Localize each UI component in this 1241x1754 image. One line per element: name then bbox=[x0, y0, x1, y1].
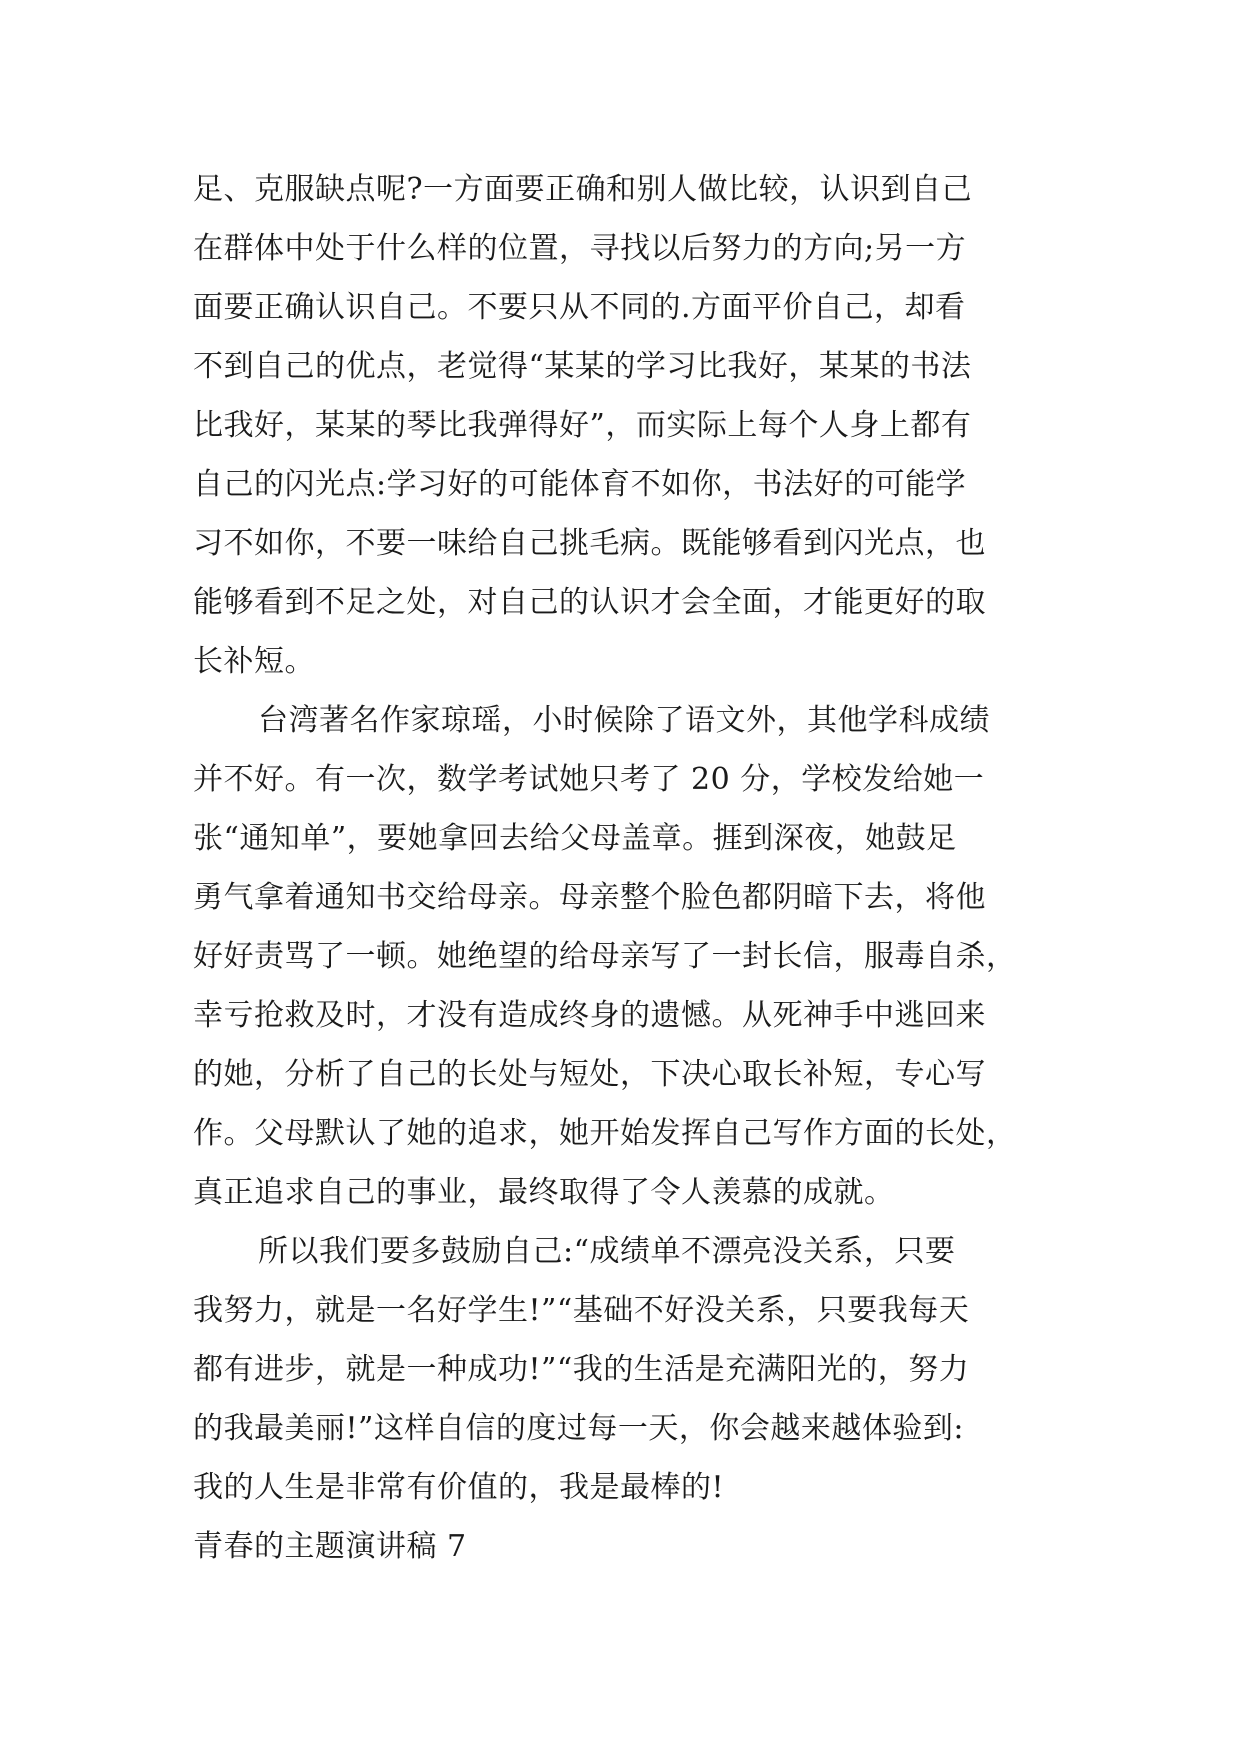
paragraph-3 bbox=[193, 1222, 1053, 1517]
text-line: 好好责骂了一顿。她绝望的给母亲写了一封长信，服毒自杀， bbox=[193, 939, 1017, 974]
paragraph-1 bbox=[193, 160, 1053, 691]
text-line: 张“通知单”，要她拿回去给父母盖章。捱到深夜，她鼓足 bbox=[193, 821, 957, 856]
text-line: 长补短。 bbox=[193, 644, 315, 679]
text-line: 我的人生是非常有价值的，我是最棒的! bbox=[193, 1470, 725, 1505]
text-line: 的她，分析了自己的长处与短处，下决心取长补短，专心写 bbox=[193, 1057, 986, 1092]
text-line: 勇气拿着通知书交给母亲。母亲整个脸色都阴暗下去，将他 bbox=[193, 880, 986, 915]
text-line: 不到自己的优点，老觉得“某某的学习比我好，某某的书法 bbox=[193, 349, 972, 384]
paragraph-2 bbox=[193, 691, 1053, 1222]
text-line: 的我最美丽!”这样自信的度过每一天，你会越来越体验到: bbox=[193, 1411, 964, 1446]
document-body bbox=[193, 160, 1053, 1576]
text-line: 我努力，就是一名好学生!”“基础不好没关系，只要我每天 bbox=[193, 1293, 970, 1328]
text-line: 在群体中处于什么样的位置，寻找以后努力的方向;另一方 bbox=[193, 231, 967, 266]
text-line: 作。父母默认了她的追求，她开始发挥自己写作方面的长处， bbox=[193, 1116, 1017, 1151]
text-line: 习不如你，不要一味给自己挑毛病。既能够看到闪光点，也 bbox=[193, 526, 986, 561]
text-line: 并不好。有一次，数学考试她只考了 20 分，学校发给她一 bbox=[193, 762, 985, 797]
section-heading: 青春的主题演讲稿 7 bbox=[193, 1529, 467, 1564]
text-line: 能够看到不足之处，对自己的认识才会全面，才能更好的取 bbox=[193, 585, 986, 620]
text-line: 幸亏抢救及时，才没有造成终身的遗憾。从死神手中逃回来 bbox=[193, 998, 986, 1033]
text-line: 面要正确认识自己。不要只从不同的.方面平价自己，却看 bbox=[193, 290, 966, 325]
text-line: 足、克服缺点呢?一方面要正确和别人做比较，认识到自己 bbox=[193, 172, 973, 207]
text-line: 台湾著名作家琼瑶，小时候除了语文外，其他学科成绩 bbox=[258, 703, 990, 738]
text-line: 都有进步，就是一种成功!”“我的生活是充满阳光的，努力 bbox=[193, 1352, 970, 1387]
text-line: 比我好，某某的琴比我弹得好”，而实际上每个人身上都有 bbox=[193, 408, 972, 443]
text-line: 真正追求自己的事业，最终取得了令人羡慕的成就。 bbox=[193, 1175, 895, 1210]
text-line: 自己的闪光点:学习好的可能体育不如你，书法好的可能学 bbox=[193, 467, 967, 502]
text-line: 所以我们要多鼓励自己:“成绩单不漂亮没关系，只要 bbox=[258, 1234, 956, 1269]
